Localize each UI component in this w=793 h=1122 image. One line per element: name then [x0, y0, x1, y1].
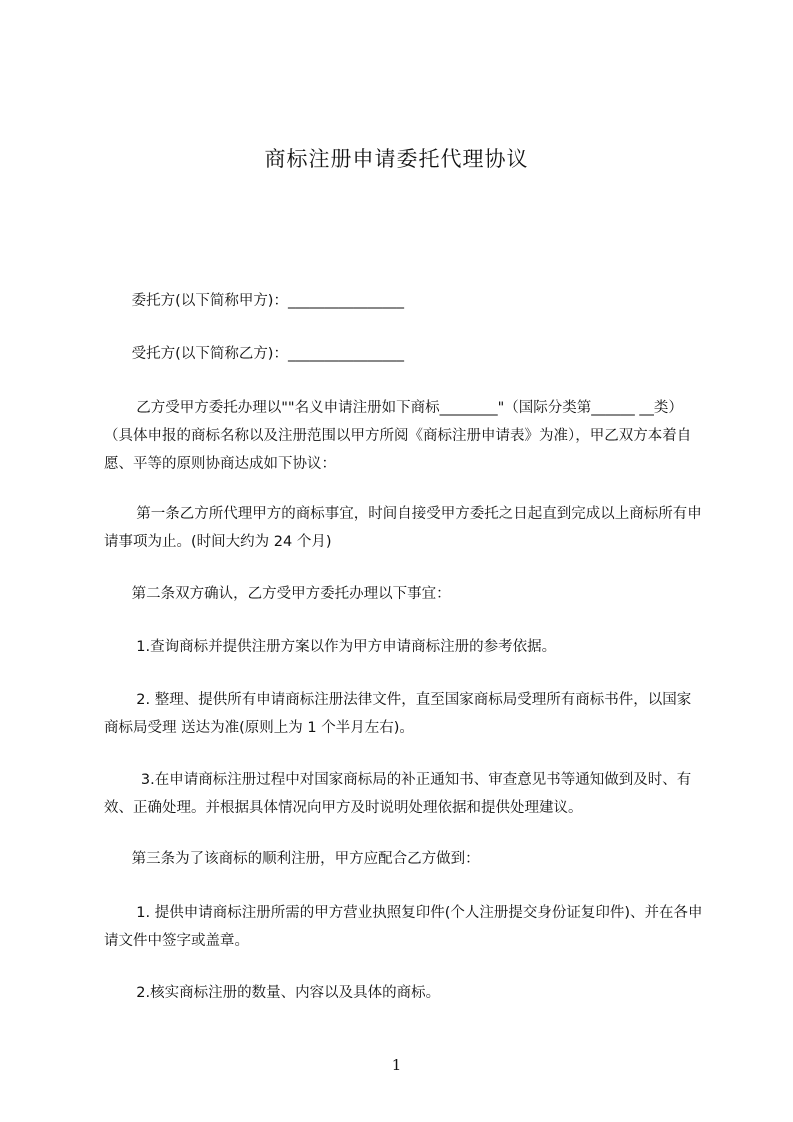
article-three-heading: 第三条为了该商标的顺利注册，甲方应配合乙方做到： — [104, 851, 480, 867]
intro-paragraph: 乙方受甲方委托办理以""名义申请注册如下商标________"（国际分类第______ __类）（具体申报的商标名称以及注册范围以甲方所阅《商标注册申请表》为准），甲乙双方本着自愿、平等的原则协商达成如下协议： — [104, 400, 692, 472]
article-two-item-1: 1.查询商标并提供注册方案以作为甲方申请商标注册的参考依据。 — [104, 639, 557, 655]
page-number: 1 — [391, 1056, 402, 1074]
client-party-line: 委托方(以下简称甲方)：________________ — [104, 293, 404, 309]
article-two-heading: 第二条双方确认，乙方受甲方委托办理以下事宜： — [104, 586, 451, 602]
article-three-item-1: 1. 提供申请商标注册所需的甲方营业执照复印件(个人注册提交身份证复印件)、并在各申请文件中签字或盖章。 — [104, 905, 703, 949]
article-three-item-2: 2.核实商标注册的数量、内容以及具体的商标。 — [104, 985, 441, 1001]
document-title: 商标注册申请委托代理协议 — [264, 147, 529, 171]
article-two-item-2: 2. 整理、提供所有申请商标注册法律文件，直至国家商标局受理所有商标书件，以国家商标局受理 送达为准(原则上为 1 个半月左右)。 — [104, 692, 692, 736]
agent-party-line: 受托方(以下简称乙方)：________________ — [104, 346, 404, 362]
article-one-paragraph: 第一条乙方所代理甲方的商标事宜，时间自接受甲方委托之日起直到完成以上商标所有申请事项为止。(时间大约为 24 个月) — [104, 506, 702, 550]
article-two-item-3: 3.在申请商标注册过程中对国家商标局的补正通知书、审查意见书等通知做到及时、有效、正确处理。并根据具体情况向甲方及时说明处理依据和提供处理建议。 — [104, 772, 692, 816]
